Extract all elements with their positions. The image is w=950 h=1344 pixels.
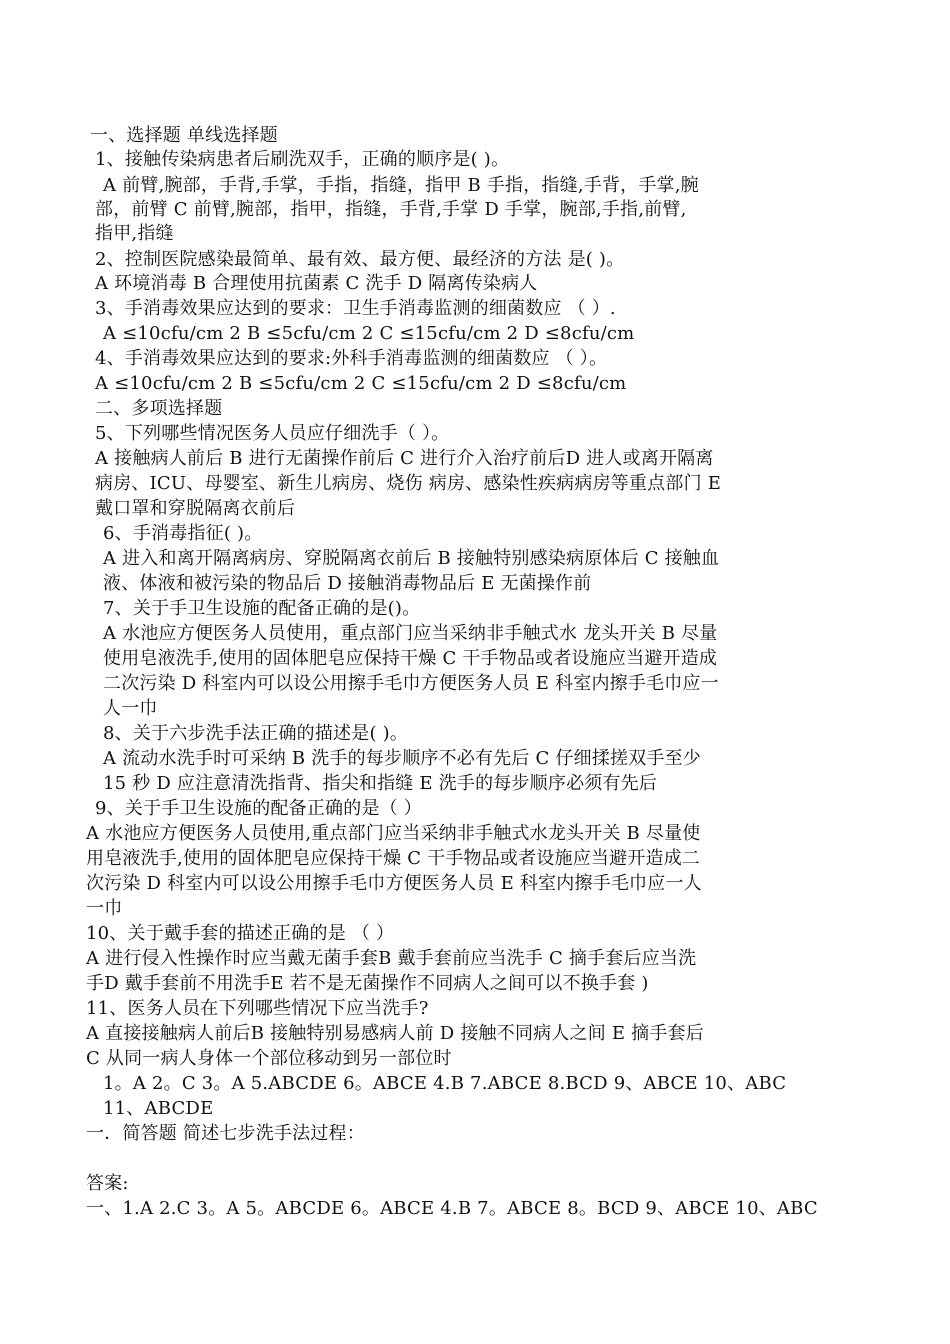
question-10-options: 手D 戴手套前不用洗手E 若不是无菌操作不同病人之间可以不换手套 ): [86, 973, 649, 994]
question-6-options: A 进入和离开隔离病房、穿脱隔离衣前后 B 接触特别感染病原体后 C 接触血: [103, 548, 720, 569]
question-11-options: A 直接接触病人前后B 接触特别易感病人前 D 接触不同病人之间 E 摘手套后: [86, 1023, 704, 1044]
question-9-options: 用皂液洗手,使用的固体肥皂应保持干燥 C 干手物品或者设施应当避开造成二: [86, 848, 701, 869]
answers-line: 一、1.A 2.C 3。A 5。ABCDE 6。ABCE 4.B 7。ABCE 8。BCD 9、ABCE 10、ABC: [86, 1198, 818, 1219]
section-heading: 二、多项选择题: [95, 398, 223, 419]
question-5-options: A 接触病人前后 B 进行无菌操作前后 C 进行介入治疗前后D 进人或离开隔离: [95, 448, 714, 469]
question-1-options: 指甲,指缝: [95, 223, 174, 244]
question-1-options: A 前臂,腕部，手背,手掌，手指，指缝，指甲 B 手指，指缝,手背，手掌,腕: [103, 175, 699, 196]
question-5: 5、下列哪些情况医务人员应仔细洗手（ ）。: [95, 423, 450, 444]
question-10: 10、关于戴手套的描述正确的是 （ ）: [86, 923, 395, 944]
question-8-options: 15 秒 D 应注意清洗指背、指尖和指缝 E 洗手的每步顺序必须有先后: [103, 773, 658, 794]
question-3: 3、手消毒效果应达到的要求：卫生手消毒监测的细菌数应 （ ）.: [95, 298, 616, 319]
short-answer-heading: 一．简答题 简述七步洗手法过程：: [86, 1123, 365, 1144]
question-11: 11、医务人员在下列哪些情况下应当洗手?: [86, 998, 429, 1019]
question-9-options: A 水池应方便医务人员使用,重点部门应当采纳非手触式水龙头开关 B 尽量使: [86, 823, 701, 844]
question-7-options: A 水池应方便医务人员使用，重点部门应当采纳非手触式水 龙头开关 B 尽量: [103, 623, 718, 644]
question-4-options: A ≤10cfu/cm 2 B ≤5cfu/cm 2 C ≤15cfu/cm 2 D ≤8cfu/cm: [95, 373, 627, 394]
question-6-options: 液、体液和被污染的物品后 D 接触消毒物品后 E 无菌操作前: [103, 573, 592, 594]
question-2-options: A 环境消毒 B 合理使用抗菌素 C 洗手 D 隔离传染病人: [95, 273, 538, 294]
question-7-options: 人一巾: [103, 698, 158, 719]
answers-heading: 答案:: [86, 1173, 129, 1194]
question-7-options: 二次污染 D 科室内可以设公用擦手毛巾方便医务人员 E 科室内擦手毛巾应一: [103, 673, 719, 694]
question-5-options: 戴口罩和穿脱隔离衣前后: [95, 498, 296, 519]
question-9-options: 一巾: [86, 898, 123, 919]
question-7-options: 使用皂液洗手,使用的固体肥皂应保持干燥 C 干手物品或者设施应当避开造成: [103, 648, 718, 669]
question-9-options: 次污染 D 科室内可以设公用擦手毛巾方便医务人员 E 科室内擦手毛巾应一人: [86, 873, 702, 894]
question-2: 2、控制医院感染最简单、最有效、最方便、最经济的方法 是( )。: [95, 249, 625, 270]
question-1-options: 部，前臂 C 前臂,腕部，指甲，指缝，手背,手掌 D 手掌，腕部,手指,前臂,: [95, 199, 687, 220]
section-heading: 一、选择题 单线选择题: [90, 125, 278, 146]
answer-key: 1。A 2。C 3。A 5.ABCDE 6。ABCE 4.B 7.ABCE 8.BCD 9、ABCE 10、ABC: [103, 1073, 787, 1094]
question-7: 7、关于手卫生设施的配备正确的是()。: [103, 598, 421, 619]
question-4: 4、手消毒效果应达到的要求:外科手消毒监测的细菌数应 （ ）。: [95, 348, 608, 369]
question-3-options: A ≤10cfu/cm 2 B ≤5cfu/cm 2 C ≤15cfu/cm 2 D ≤8cfu/cm: [103, 323, 635, 344]
question-6: 6、手消毒指征( )。: [103, 523, 263, 544]
question-5-options: 病房、ICU、母婴室、新生儿病房、烧伤 病房、感染性疾病病房等重点部门 E: [95, 473, 722, 494]
question-1: 1、接触传染病患者后刷洗双手，正确的顺序是( )。: [95, 149, 510, 170]
question-10-options: A 进行侵入性操作时应当戴无菌手套B 戴手套前应当洗手 C 摘手套后应当洗: [86, 948, 697, 969]
question-8-options: A 流动水洗手时可采纳 B 洗手的每步顺序不必有先后 C 仔细揉搓双手至少: [103, 748, 702, 769]
answer-key: 11、ABCDE: [103, 1098, 214, 1119]
question-9: 9、关于手卫生设施的配备正确的是（ ）: [95, 798, 422, 819]
question-11-options: C 从同一病人身体一个部位移动到另一部位时: [86, 1048, 452, 1069]
question-8: 8、关于六步洗手法正确的描述是( )。: [103, 723, 409, 744]
